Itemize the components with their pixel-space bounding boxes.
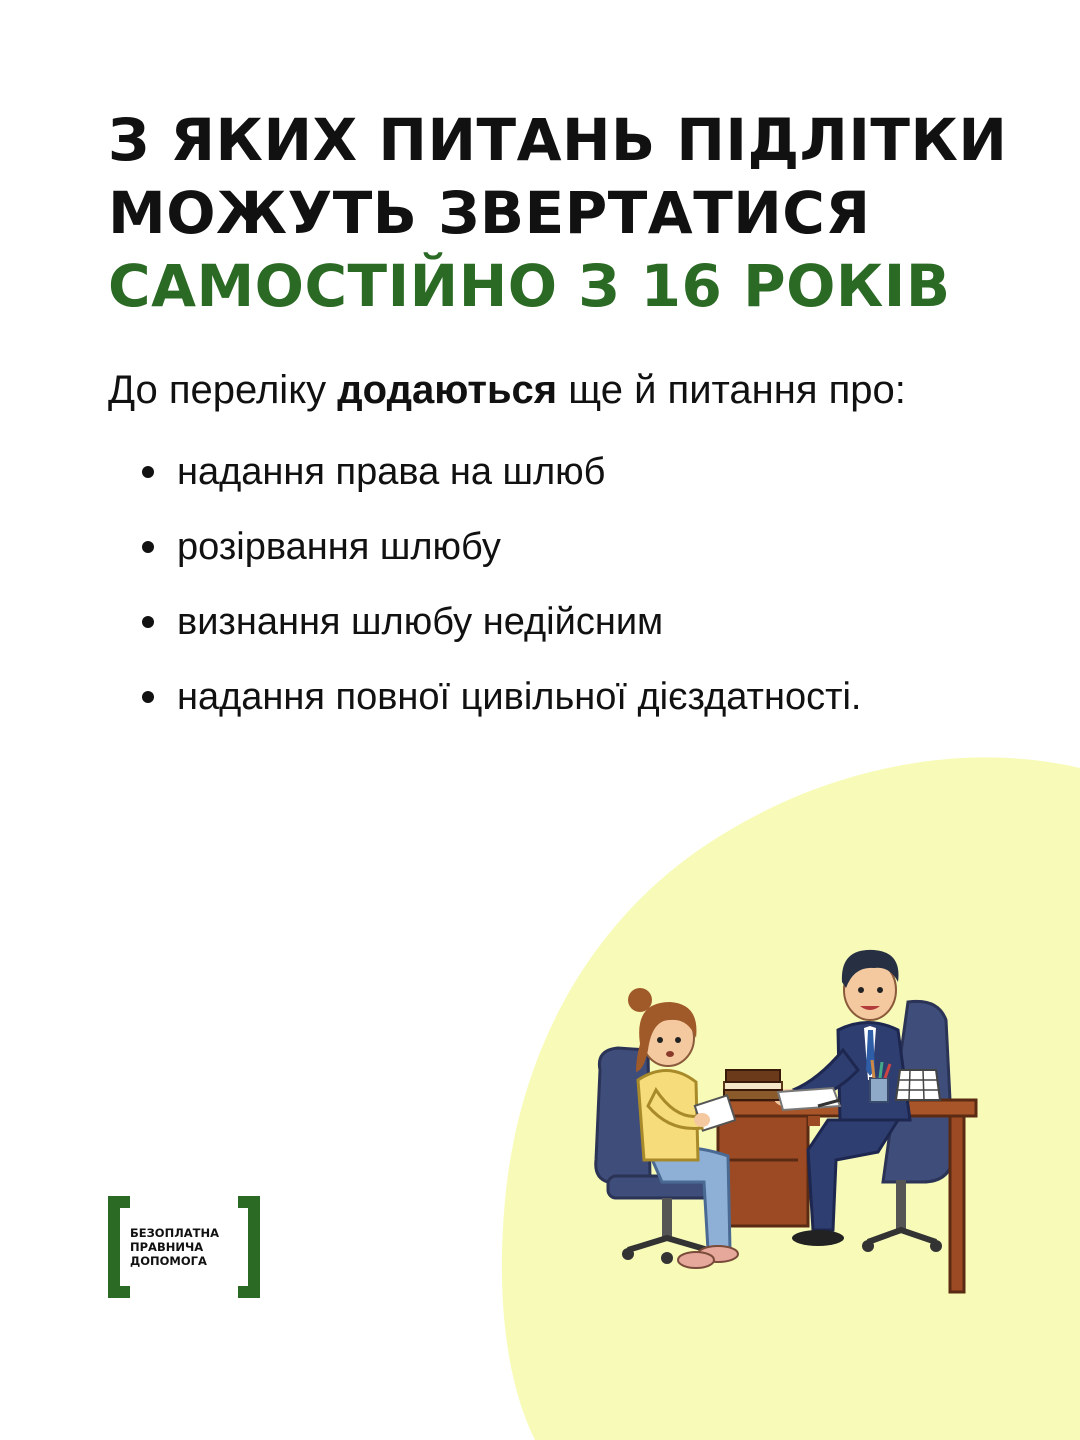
list-item [140, 440, 861, 515]
bullet-icon [142, 466, 154, 478]
bullet-icon [142, 616, 154, 628]
logo-text-line-3: ДОПОМОГА [130, 1254, 207, 1268]
topics-list [140, 440, 861, 740]
list-item-text: визнання шлюбу недійсним [177, 601, 664, 643]
list-item-text: надання права на шлюб [177, 451, 606, 493]
bullet-icon [142, 691, 154, 703]
intro-bold: додаються [337, 368, 558, 412]
free-legal-aid-logo [108, 1196, 260, 1298]
title-line-1: З ЯКИХ ПИТАНЬ ПІДЛІТКИ [108, 106, 1008, 174]
intro-after: ще й питання про: [557, 368, 906, 412]
list-item [140, 515, 861, 590]
bullet-icon [142, 541, 154, 553]
title-line-3-accent: САМОСТІЙНО З 16 РОКІВ [108, 252, 951, 320]
intro-text [108, 362, 1008, 418]
consultation-illustration [578, 920, 988, 1300]
logo-text-line-2: ПРАВНИЧА [130, 1240, 204, 1254]
list-item-text: розірвання шлюбу [177, 526, 501, 568]
logo-text-line-1: БЕЗОПЛАТНА [130, 1226, 220, 1240]
logo-right-bracket [238, 1196, 260, 1298]
logo-text [130, 1226, 240, 1268]
logo-left-bracket [108, 1196, 130, 1298]
intro-before: До переліку [108, 368, 338, 412]
list-item [140, 665, 861, 740]
list-item [140, 590, 861, 665]
list-item-text: надання повної цивільної дієздатності. [177, 676, 862, 718]
title-line-2: МОЖУТЬ ЗВЕРТАТИСЯ [108, 179, 871, 247]
page-title [108, 104, 1008, 323]
